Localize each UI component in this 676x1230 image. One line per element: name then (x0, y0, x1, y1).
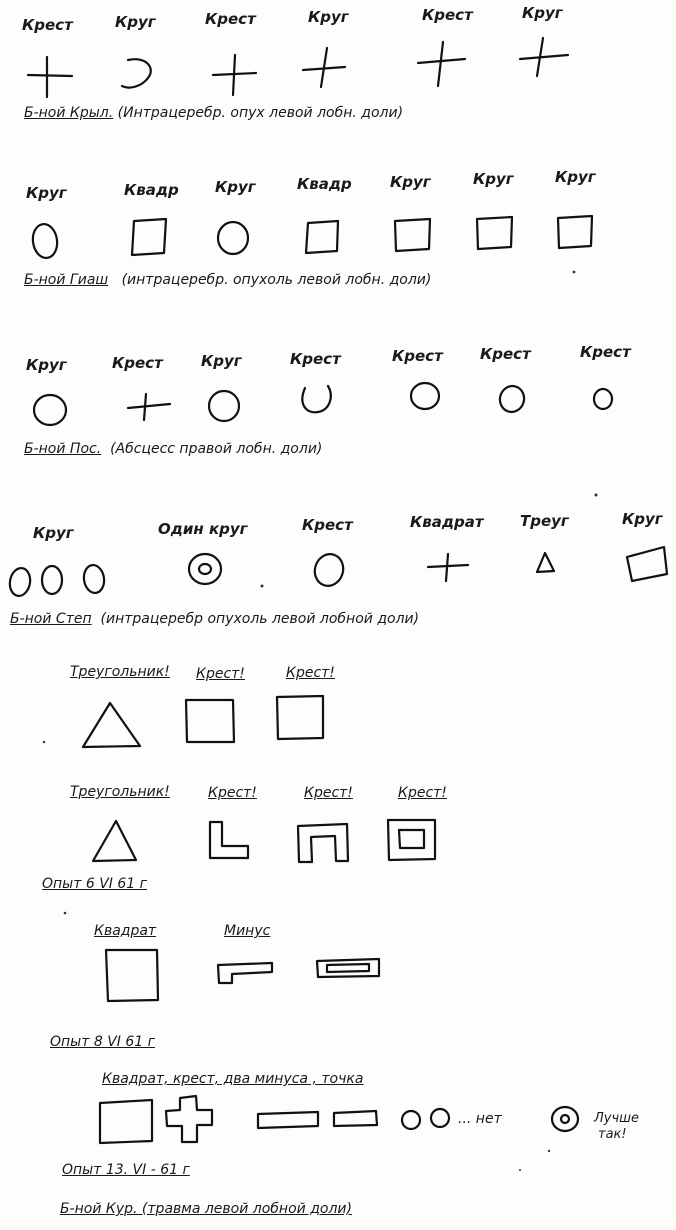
block1-label-5: Крест (422, 6, 473, 24)
drawing-square (132, 219, 166, 255)
drawing-minus-inner (327, 964, 369, 972)
drawing-minus (218, 963, 272, 983)
block3-patient-name: Б-ной Пос. (24, 441, 102, 457)
block1-patient-name: Б-ной Крыл. (24, 105, 114, 121)
block2-label-1: Круг (26, 184, 67, 202)
exp-row2-label-3: Крест! (304, 785, 353, 801)
drawing-circle-outer (552, 1107, 578, 1131)
drawing-triangle (537, 553, 554, 572)
block2-diagnosis: (интрацеребр. опухоль левой лобн. доли) (121, 272, 432, 288)
block2-label-5: Круг (390, 173, 431, 191)
drawing-cross (520, 38, 568, 76)
exp-row1-drawings (83, 696, 323, 747)
block2-label-6: Круг (473, 170, 514, 188)
block3-diagnosis: (Абсцесс правой лобн. доли) (110, 441, 323, 457)
exp-row4-label: Квадрат, крест, два минуса , точка (102, 1071, 364, 1087)
drawing-square-inner (399, 830, 424, 848)
block2-label-3: Круг (215, 178, 256, 196)
exp-row3-label-2: Минус (224, 923, 271, 939)
block3-label-5: Крест (392, 347, 443, 365)
drawing-circle-inner (199, 564, 211, 574)
drawing-dot-circle (431, 1109, 449, 1127)
drawing-circle (594, 389, 612, 409)
block3-label-2: Крест (112, 354, 163, 372)
drawing-cross (418, 42, 465, 86)
specks (43, 271, 598, 1171)
exp-row2-label-2: Крест! (208, 785, 257, 801)
drawing-cross (303, 48, 345, 87)
drawing-circle (8, 566, 33, 597)
exp-row2-label-1: Треугольник! (70, 784, 170, 800)
block2-label-2: Квадр (124, 181, 179, 199)
drawing-l-shape (210, 822, 248, 858)
exp-row3-label-1: Квадрат (94, 923, 157, 939)
block1-label-3: Крест (205, 10, 256, 28)
better-text-line2: так! (598, 1127, 627, 1142)
drawing-circle (42, 566, 62, 594)
block4-label-2: Один круг (158, 520, 248, 538)
block3-label-4: Крест (290, 350, 341, 368)
drawing-cross (213, 55, 256, 95)
block3-label-1: Круг (26, 356, 67, 374)
drawing-cross-outline (166, 1096, 212, 1142)
block3-drawings (34, 383, 612, 425)
drawing-circle (209, 391, 239, 421)
exp-row2-label-4: Крест! (398, 785, 447, 801)
drawing-circle (311, 550, 348, 589)
block2-label-4: Квадр (297, 175, 352, 193)
drawing-square (100, 1100, 152, 1143)
drawing-triangle (93, 821, 136, 861)
block3-label-7: Крест (580, 343, 631, 361)
block4-drawings (8, 547, 667, 598)
exp-row2-drawings (93, 820, 435, 862)
exp-row1-label-3: Крест! (286, 665, 335, 681)
drawing-square (395, 219, 430, 251)
experiment-date-3: Опыт 13. VI - 61 г (62, 1162, 190, 1178)
block1-label-1: Крест (22, 16, 73, 34)
block4-label-5: Треуг (520, 512, 569, 530)
better-text-line1: Лучше (594, 1111, 640, 1126)
drawing-cross (428, 554, 468, 581)
block1-label-4: Круг (308, 8, 349, 26)
block3-label-6: Крест (480, 345, 531, 363)
block1-drawings (28, 38, 568, 97)
drawing-circle (34, 395, 66, 425)
block4-patient-name: Б-ной Степ (10, 611, 92, 627)
block3-label-3: Круг (201, 352, 242, 370)
drawing-circle (497, 383, 527, 414)
experiment-patient: Б-ной Кур. (травма левой лобной доли) (60, 1201, 352, 1217)
block1-diagnosis: (Интрацеребр. опух левой лобн. доли) (117, 105, 404, 121)
drawing-circle-outer (189, 554, 221, 584)
block4-label-4: Квадрат (410, 513, 484, 531)
drawing-square (558, 216, 592, 248)
drawing-circle (411, 383, 439, 409)
drawing-square (106, 950, 158, 1001)
drawing-triangle (83, 703, 140, 747)
drawing-loop (302, 386, 330, 412)
drawing-arc (122, 59, 151, 87)
exp-row1-label-2: Крест! (196, 666, 245, 682)
exp-row1-label-1: Треугольник! (70, 664, 170, 680)
drawing-cross (128, 394, 170, 420)
drawing-minus (334, 1111, 377, 1126)
block2-drawings (31, 216, 592, 260)
exp-row3-drawings (106, 950, 379, 1001)
block4-label-1: Круг (33, 524, 74, 542)
drawing-square (277, 696, 323, 739)
block1-label-6: Круг (522, 4, 563, 22)
drawing-circle (31, 222, 59, 259)
drawing-square (186, 700, 234, 742)
drawing-n-shape (298, 824, 348, 862)
block4-diagnosis: (интрацеребр опухоль левой лобной доли) (100, 611, 420, 627)
drawing-square-outer (388, 820, 435, 860)
no-more-text: ... нет (458, 1111, 502, 1127)
experiment-date-1: Опыт 6 VI 61 г (42, 876, 147, 892)
block4-label-3: Крест (302, 516, 353, 534)
drawing-circle (82, 564, 106, 595)
exp-row4-drawings (100, 1096, 578, 1143)
experiment-date-2: Опыт 8 VI 61 г (50, 1034, 155, 1050)
drawing-square (306, 221, 338, 253)
drawing-dot-circle (402, 1111, 420, 1129)
block2-label-7: Круг (555, 168, 596, 186)
drawing-circle (218, 222, 248, 254)
drawing-square (627, 547, 667, 581)
drawing-square (477, 217, 512, 249)
drawing-minus (258, 1112, 318, 1128)
block2-patient-name: Б-ной Гиаш (24, 272, 109, 288)
drawing-circle-inner (561, 1115, 569, 1123)
block4-label-6: Круг (622, 510, 663, 528)
drawing-cross (28, 57, 72, 97)
block1-label-2: Круг (115, 13, 156, 31)
